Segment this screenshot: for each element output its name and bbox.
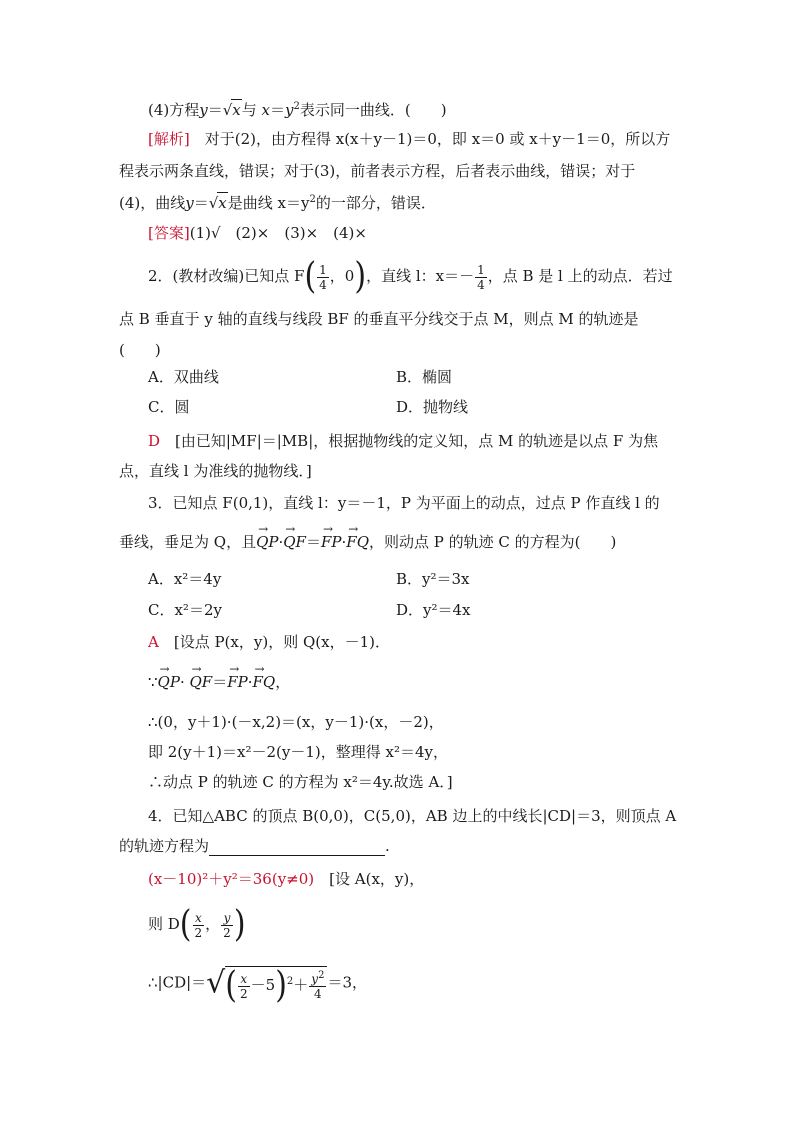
q3-solution-line2: ∵→ QP· → QF＝→ FP·→ FQ， [148,672,290,692]
q2-answer: D [148,432,161,450]
q4-answer: (x－10)²＋y²＝36(y≠0) [148,870,315,888]
q4-line2: 的轨迹方程为 . [119,837,390,855]
q4-line1: 4．已知△ABC 的顶点 B(0,0)，C(5,0)，AB 边上的中线长|CD|＝3，则顶点 A [148,807,677,825]
q2-solution-line1: D [由已知|MF|＝|MB|，根据抛物线的定义知，点 M 的轨迹是以点 F 为焦 [148,432,659,450]
q2-option-a: A．双曲线 [148,368,219,386]
q3-option-d: D．y²＝4x [396,601,471,619]
q3-option-c: C．x²＝2y [148,601,222,619]
q2-option-c: C．圆 [148,398,190,416]
analysis-label: [解析] [148,130,190,148]
q4-solution-line2: 则 D( $\frac{x}{2}$ ， $\frac{y}{2}$ ) [148,903,246,946]
q3-solution-line1: A [设点 P(x，y)，则 Q(x，－1)． [148,633,390,651]
q3-line1: 3．已知点 F(0,1)，直线 l：y＝－1，P 为平面上的动点，过点 P 作直线 l 的 [148,494,660,512]
q3-solution-line4: 即 2(y＋1)＝x²－2(y－1)，整理得 x²＝4y， [148,743,449,761]
answer-label: [答案] [148,224,190,242]
q3-solution-line3: ∴(0，y＋1)·(－x,2)＝(x，y－1)·(x，－2)， [148,713,444,731]
q2-option-b: B．椭圆 [396,368,453,386]
q2-solution-line2: 点，直线 l 为准线的抛物线．] [119,462,312,480]
q2-option-d: D．抛物线 [396,398,469,416]
q2-line2: 点 B 垂直于 y 轴的直线与线段 BF 的垂直平分线交于点 M，则点 M 的轨迹是 [119,310,639,328]
q4-solution-line1: (x－10)²＋y²＝36(y≠0) [设 A(x，y)， [148,870,425,888]
q4-solution-line3: ∴|CD|＝√( $\frac{x}{2}$ －5)$^2$＋ $\frac{y^2}{4}$ ＝3， [148,964,367,1007]
q1-analysis-line3: (4)，曲线y＝√x是曲线 $x=y^2$的一部分，错误． [119,194,436,212]
q3-solution-line5: ∴动点 P 的轨迹 C 的方程为 x²＝4y.故选 A．] [148,773,453,791]
answer-blank [209,839,385,856]
q1-analysis-line1: [解析] 对于(2)，由方程得 x(x＋y－1)＝0，即 x＝0 或 x＋y－1＝0，所以方 [148,130,671,148]
q1-answer: [答案](1)√ (2)× (3)× (4)× [148,224,367,242]
q3-option-b: B．y²＝3x [396,570,470,588]
q1-analysis-line2: 程表示两条直线，错误；对于(3)，前者表示方程，后者表示曲线，错误；对于 [119,162,636,180]
q3-line2: 垂线，垂足为 Q，且→ QP·→ QF＝→ FP·→ FQ，则动点 P 的轨迹 C 的方程为( ) [119,532,616,552]
q2-line3: ( ) [119,341,161,359]
q2-line1: 2．(教材改编)已知点 F( $\frac{1}{4}$ ，0)，直线 l：x＝－ $\frac{1}{4}$ ，点 B 是 l 上的动点．若过 [148,255,673,298]
q3-answer: A [148,633,159,651]
q3-option-a: A．x²＝4y [148,570,222,588]
q1-item4: (4)方程y＝√x与 $x=y^2$表示同一曲线．( ) [148,101,447,119]
